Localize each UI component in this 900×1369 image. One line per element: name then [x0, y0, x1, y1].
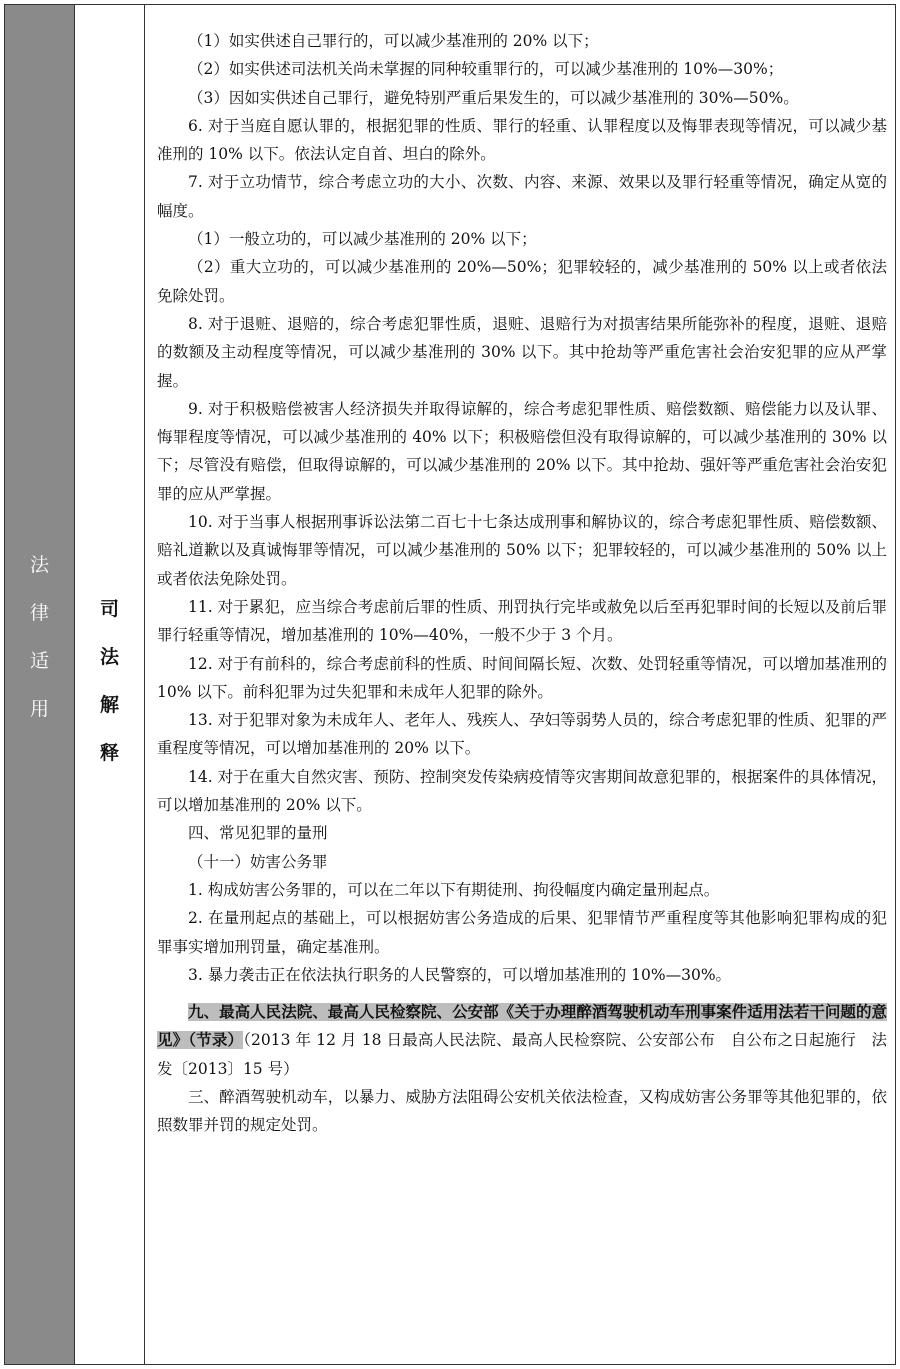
- category-column: [5, 5, 75, 1364]
- paragraph: （2）如实供述司法机关尚未掌握的同种较重罪行的，可以减少基准刑的 10%—30%；: [188, 60, 784, 79]
- section-heading-highlight: 九、最高人民法院、最高人民检察院、公安部《关于办理醉酒驾驶机动车刑事案件适用法若干问题的意见》（节录）: [157, 1003, 887, 1050]
- subcategory-char: 解: [99, 694, 119, 716]
- paragraph: 9. 对于积极赔偿被害人经济损失并取得谅解的，综合考虑犯罪性质、赔偿数额、赔偿能力以及认罪、悔罪程度等情况，可以减少基准刑的 40% 以下；积极赔偿但没有取得谅解的，可以减少基准刑的 30% 以下；尽管没有赔偿，但取得谅解的，可以减少基准刑的 20% 以下。其中抢劫、强奸等严重危害社会治安犯罪的应从严掌握。: [157, 399, 887, 503]
- paragraph: 6. 对于当庭自愿认罪的，根据犯罪的性质、罪行的轻重、认罪程度以及悔罪表现等情况，可以减少基准刑的 10% 以下。依法认定自首、坦白的除外。: [157, 116, 887, 164]
- paragraph: 3. 暴力袭击正在依法执行职务的人民警察的，可以增加基准刑的 10%—30%。: [188, 965, 732, 984]
- category-char: 适: [29, 650, 49, 672]
- section-heading: 四、常见犯罪的量刑: [188, 824, 328, 843]
- paragraph: （2）重大立功的，可以减少基准刑的 20%—50%；犯罪较轻的，减少基准刑的 50% 以上或者依法免除处罚。: [157, 258, 887, 305]
- paragraph: （1）如实供述自己罪行的，可以减少基准刑的 20% 以下；: [188, 32, 599, 50]
- category-char: 用: [29, 698, 49, 720]
- category-char: 律: [29, 602, 49, 624]
- paragraph: 三、醉酒驾驶机动车，以暴力、威胁方法阻碍公安机关依法检查，又构成妨害公务罪等其他犯罪的，依照数罪并罚的规定处罚。: [157, 1087, 887, 1135]
- paragraph: 7. 对于立功情节，综合考虑立功的大小、次数、内容、来源、效果以及罪行轻重等情况，确定从宽的幅度。: [157, 173, 887, 220]
- paragraph: 10. 对于当事人根据刑事诉讼法第二百七十七条达成刑事和解协议的，综合考虑犯罪性质、赔偿数额、赔礼道歉以及真诚悔罪等情况，可以减少基准刑的 50% 以下；犯罪较轻的，可以减少基准刑的 50% 以上或者依法免除处罚。: [157, 513, 887, 588]
- paragraph: 12. 对于有前科的，综合考虑前科的性质、时间间隔长短、次数、处罚轻重等情况，可以增加基准刑的 10% 以下。前科犯罪为过失犯罪和未成年人犯罪的除外。: [157, 654, 887, 701]
- paragraph: （3）因如实供述自己罪行，避免特别严重后果发生的，可以减少基准刑的 30%—50%。: [188, 88, 799, 107]
- subsection-heading: （十一）妨害公务罪: [188, 852, 328, 871]
- subcategory-char: 法: [99, 646, 119, 668]
- document-page: [4, 4, 896, 1365]
- highlighted-section-title: [157, 998, 887, 1083]
- subcategory-label: [75, 585, 144, 777]
- paragraph: 1. 构成妨害公务罪的，可以在二年以下有期徒刑、拘役幅度内确定量刑起点。: [188, 880, 720, 899]
- paragraph: 14. 对于在重大自然灾害、预防、控制突发传染病疫情等灾害期间故意犯罪的，根据案件的具体情况，可以增加基准刑的 20% 以下。: [157, 767, 887, 815]
- paragraph: 2. 在量刑起点的基础上，可以根据妨害公务造成的后果、犯罪情节严重程度等其他影响犯罪构成的犯罪事实增加刑罚量，确定基准刑。: [157, 909, 887, 956]
- subcategory-column: [75, 5, 145, 1364]
- paragraph: 11. 对于累犯，应当综合考虑前后罪的性质、刑罚执行完毕或赦免以后至再犯罪时间的长短以及前后罪罪行轻重等情况，增加基准刑的 10%—40%，一般不少于 3 个月。: [157, 597, 887, 645]
- paragraph: 13. 对于犯罪对象为未成年人、老年人、残疾人、孕妇等弱势人员的，综合考虑犯罪的性质、犯罪的严重程度等情况，可以增加基准刑的 20% 以下。: [157, 711, 887, 758]
- content-area: [157, 27, 887, 1140]
- subcategory-char: 司: [99, 598, 119, 620]
- subcategory-char: 释: [99, 742, 119, 764]
- category-label: [5, 541, 74, 733]
- paragraph: 8. 对于退赃、退赔的，综合考虑犯罪性质，退赃、退赔行为对损害结果所能弥补的程度，退赃、退赔的数额及主动程度等情况，可以减少基准刑的 30% 以下。其中抢劫等严重危害社会治安犯罪的应从严掌握。: [157, 314, 887, 390]
- paragraph: （1）一般立功的，可以减少基准刑的 20% 以下；: [188, 230, 537, 249]
- category-char: 法: [29, 554, 49, 576]
- section-source: （2013 年 12 月 18 日最高人民法院、最高人民检察院、公安部公布 自公布之日起施行 法发〔2013〕15 号）: [157, 1031, 887, 1078]
